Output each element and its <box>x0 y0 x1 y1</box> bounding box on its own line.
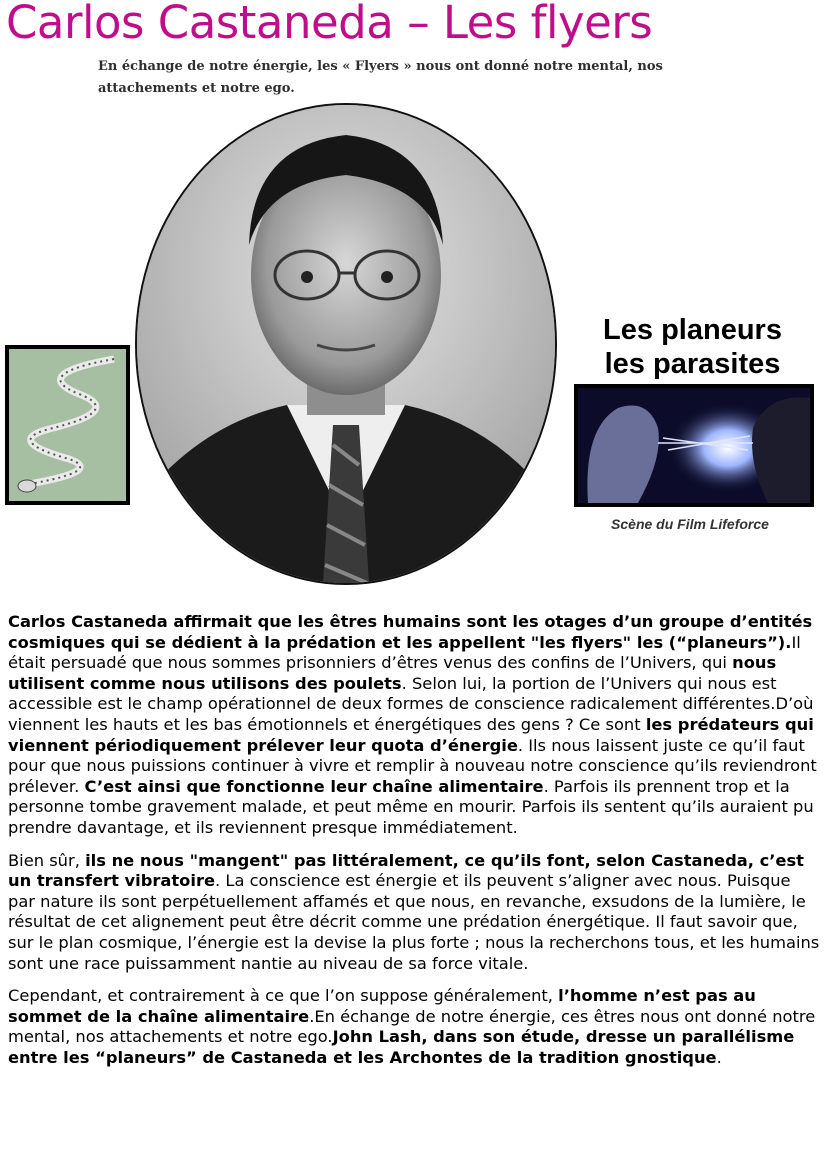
bold-text-run: les prédateurs qui viennent périodiquement prélever leur quota d’énergie <box>8 714 814 755</box>
text-run: Il était persuadé que nous sommes prisonniers d’êtres venus des confins de l’Univers, qui <box>8 632 801 673</box>
bold-text-run: John Lash, dans son étude, dresse un parallélisme entre les “planeurs” de Castaneda et les Archontes de la tradition gnostique <box>8 1027 795 1067</box>
page-title: Carlos Castaneda – Les flyers <box>6 0 653 49</box>
bold-text-run: Carlos Castaneda affirmait que les êtres humains sont les otages d’un groupe d’entités cosmiques qui se dédient à la prédation et les appellent "les flyers" les (“planeurs”). <box>8 612 813 652</box>
film-scene-photo <box>574 384 814 507</box>
text-run: . Parfois ils prennent trop et la personne tombe gravement malade, et peut même en mourir. Parfois ils sentent qu’ils auraient pu prendre davantage, et ils reviennent presque immédiatement. <box>8 776 814 837</box>
bold-text-run: ils ne nous "mangent" pas littéralement, ce qu’ils font, selon Castaneda, c’est un transfert vibratoire <box>8 850 804 891</box>
bold-text-run: C’est ainsi que fonctionne leur chaîne alimentaire <box>84 776 544 796</box>
snake-illustration <box>5 345 130 505</box>
film-caption: Scène du Film Lifeforce <box>611 516 769 532</box>
side-heading <box>580 313 805 381</box>
article-body <box>8 612 820 1080</box>
side-heading-line1: Les planeurs <box>603 314 782 346</box>
text-run: Bien sûr, <box>8 850 86 870</box>
page-subtitle: En échange de notre énergie, les « Flyers » nous ont donné notre mental, nos attachements et notre ego. <box>98 59 663 96</box>
article-paragraph-1 <box>8 612 820 839</box>
text-run: . La conscience est énergie et ils peuvent s’aligner avec nous. Puisque par nature ils sont perpétuellement affamés et que nous, en revanche, exsudons de la lumière, le résultat de cet alignement peut être décrit comme une prédation énergétique. Il faut savoir que, sur le plan cosmique, l’énergie est la devise la plus forte ; nous la recherchons tous, et les humains sont une race puissamment nantie au niveau de sa force vitale. <box>8 871 820 973</box>
text-run: . Ils nous laissent juste ce qu’il faut pour que nous puissions continuer à vivre et remplir à nouveau notre conscience qu’ils reviendront prélever. <box>8 735 817 796</box>
text-run: Cependant, et contrairement à ce que l’on suppose généralement, <box>8 986 559 1006</box>
text-run: . Selon lui, la portion de l’Univers qui nous est accessible est le champ opérationnel de deux formes de conscience radicalement différentes.D’où viennent les hauts et les bas émotionnels et énergétiques des gens ? Ce sont <box>8 673 814 734</box>
article-paragraph-2 <box>8 851 820 975</box>
text-run: . <box>716 1047 722 1067</box>
portrait-photo <box>135 103 557 585</box>
article-paragraph-3 <box>8 986 820 1068</box>
bold-text-run: l’homme n’est pas au sommet de la chaîne alimentaire <box>8 986 756 1026</box>
text-run: .En échange de notre énergie, ces êtres nous ont donné notre mental, nos attachements et notre ego. <box>8 1006 816 1047</box>
bold-text-run: nous utilisent comme nous utilisons des poulets <box>8 653 777 693</box>
side-heading-line2: les parasites <box>604 348 781 380</box>
